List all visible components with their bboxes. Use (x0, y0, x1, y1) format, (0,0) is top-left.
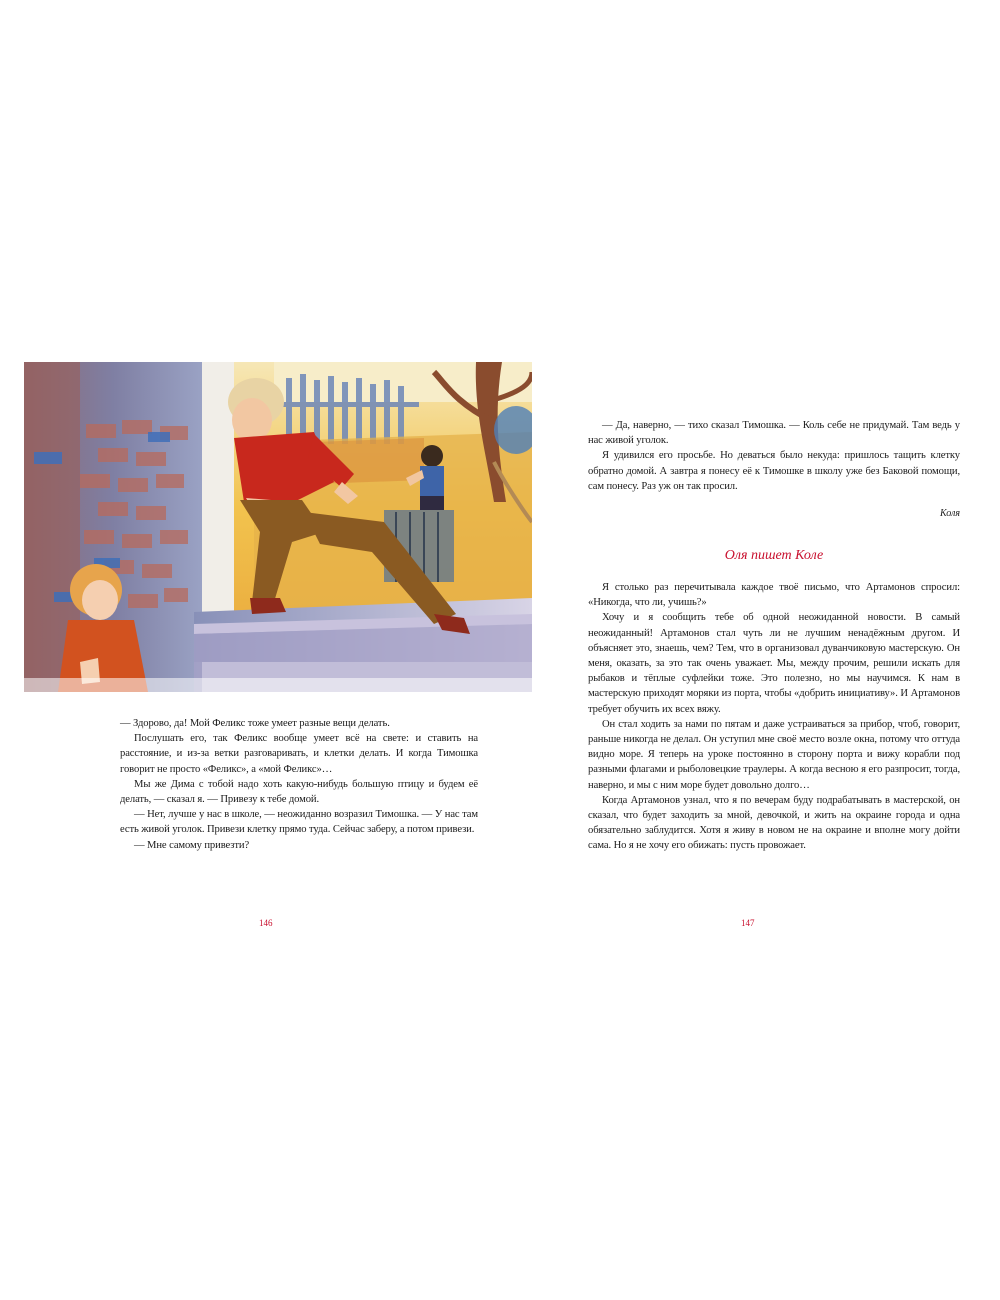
left-page-text (120, 716, 478, 853)
left-paragraph-2: Послушать его, так Феликс вообще умеет всё на свете: и ставить на расстояние, и из-за ветки разговаривать, и клетки делать. И когда Тимошка говорит не просто «Феликс», а «мой Феликс»… (120, 733, 478, 775)
right-page-bottom-text (588, 580, 960, 854)
illustration-art (24, 362, 532, 692)
letter-signature: Коля (939, 508, 960, 519)
right-bottom-paragraph-4: Когда Артамонов узнал, что я по вечерам буду подрабатывать в мастерской, он сказал, что будет заходить за мной, девочкой, и жить на окраине города и одна обязательно заблудится. Хотя я живу в новом не на окраине и вполне могу дойти сама. Но я не хочу его обижать: пусть провожает. (588, 794, 960, 852)
right-page (500, 0, 1000, 1300)
right-bottom-paragraph-1: Я столько раз перечитывала каждое твоё письмо, что Артамонов спросил: «Никогда, что ли, учишь?» (588, 582, 960, 609)
left-page-number: 146 (259, 918, 273, 928)
right-top-paragraph-1: — Да, наверно, — тихо сказал Тимошка. — Коль себе не придумай. Там ведь у нас живой уголок. (588, 420, 960, 447)
right-top-paragraph-2: Я удивился его просьбе. Но деваться было некуда: пришлось тащить клетку обратно домой. А завтра я понесу её к Тимошке в школу уже без Баковой помощи, сам понесу. Раз уж он так просил. (588, 450, 960, 492)
left-paragraph-4: — Нет, лучше у нас в школе, — неожиданно возразил Тимошка. — У нас там есть живой уголок. Привези клетку прямо туда. Сейчас заберу, а потом привези. (120, 809, 478, 836)
story-illustration (24, 362, 532, 692)
right-bottom-paragraph-3: Он стал ходить за нами по пятам и даже устраиваться за прибор, чтоб, говорит, раньше никогда не делал. Он уступил мне своё место возле окна, потому что оттуда видно море. Я теперь на уроке постоянно в сторону порта и вижу корабли под разными флагами и рыболовецкие траулеры. А когда весною я его разпросит, тогда, наверно, и мы с ним море будет довольно долго… (588, 718, 960, 791)
left-paragraph-5: — Мне самому привезти? (134, 839, 250, 851)
right-bottom-paragraph-2: Хочу и я сообщить тебе об одной неожиданной новости. В самый неожиданный! Артамонов стал чуть ли не лучшим ненадёжным другом. И объясняет это, знаешь, чем? Тем, что в организовал дуванчиковую мастерскую. Он меня, оказать, за это так очень уважает. Мы, между прочим, решили искать для рыбаков и тёплые суфлейки тоже. Это полезно, но мы научимся. К нам в мастерскую приходят моряки из порта, чтобы «добрить инициативу». И Артамонов требует обучить их всех вяжу. (588, 612, 960, 715)
chapter-title: Оля пишет Коле (724, 548, 824, 563)
right-page-top-text (588, 418, 960, 494)
right-page-number: 147 (741, 918, 755, 928)
left-paragraph-3: Мы же Дима с тобой надо хоть какую-нибудь большую птицу и будем её делать, — сказал я. — Привезу к тебе домой. (120, 778, 478, 806)
left-paragraph-1: — Здорово, да! Мой Феликс тоже умеет разные вещи делать. (120, 718, 390, 729)
